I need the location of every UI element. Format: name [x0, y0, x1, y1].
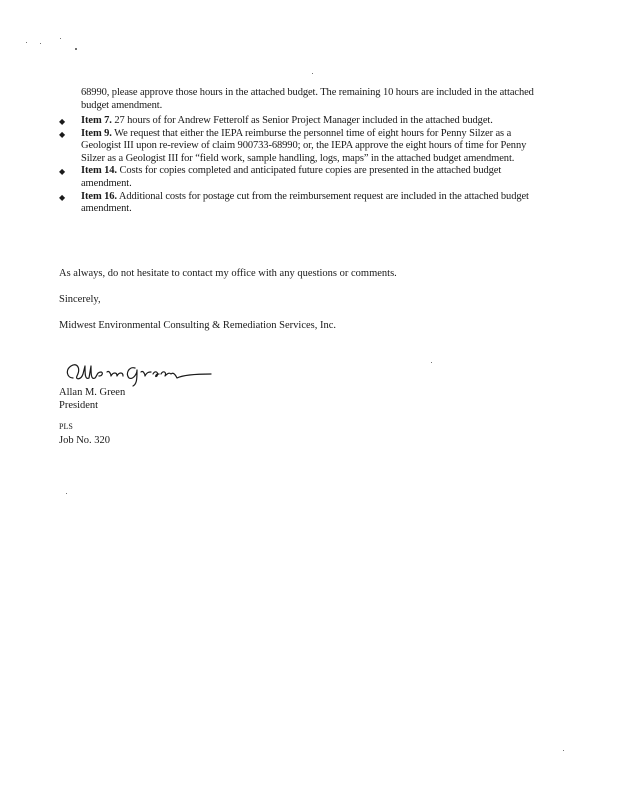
item-label: Item 14. [81, 165, 117, 177]
scan-speck [75, 48, 77, 50]
salutation: Sincerely, [59, 294, 101, 305]
scan-speck [563, 750, 564, 751]
signer-name: Allan M. Green [59, 387, 126, 398]
bullet-icon: ◆ [59, 167, 66, 177]
bullet-icon: ◆ [59, 129, 66, 139]
company-name: Midwest Environmental Consulting & Remediation Services, Inc. [59, 320, 337, 331]
bullet-icon: ◆ [59, 192, 66, 202]
list-item [59, 128, 549, 166]
scan-speck [26, 42, 27, 43]
item-text: We request that either the IEPA reimburse the personnel time of eight hours for Penny Silzer as a Geologist III upon re-review of claim 900733-68990; or, the IEPA approve the eight hours of time for Penny Silzer as a Geologist III for “field work, sample handling, logs, maps” in the attached budget amendment. [81, 127, 527, 164]
continuation-paragraph: 68990, please approve those hours in the attached budget. The remaining 10 hours are included in the attached budget amendment. [81, 87, 534, 111]
signature [63, 358, 223, 388]
signer-title: President [59, 400, 99, 411]
item-text: Costs for copies completed and anticipated future copies are presented in the attached budget amendment. [81, 165, 502, 189]
list-item [59, 191, 549, 216]
item-label: Item 9. [81, 127, 112, 139]
closing-paragraph: As always, do not hesitate to contact my office with any questions or comments. [59, 268, 397, 279]
scan-speck [431, 362, 432, 363]
list-item [59, 165, 549, 190]
scan-speck [40, 43, 41, 44]
scan-speck [66, 493, 67, 494]
job-number: Job No. 320 [59, 435, 111, 446]
list-item [59, 115, 549, 128]
item-text: Additional costs for postage cut from the reimbursement request are included in the attached budget amendment. [81, 190, 529, 215]
item-label: Item 7. [81, 115, 112, 126]
item-text: 27 hours of for Andrew Fetterolf as Senior Project Manager included in the attached budget. [111, 115, 493, 126]
initials: PLS [59, 422, 73, 431]
scan-speck [60, 38, 61, 39]
scan-speck [312, 73, 313, 74]
item-label: Item 16. [81, 190, 117, 202]
items-list [59, 115, 549, 216]
bullet-icon: ◆ [59, 117, 66, 126]
